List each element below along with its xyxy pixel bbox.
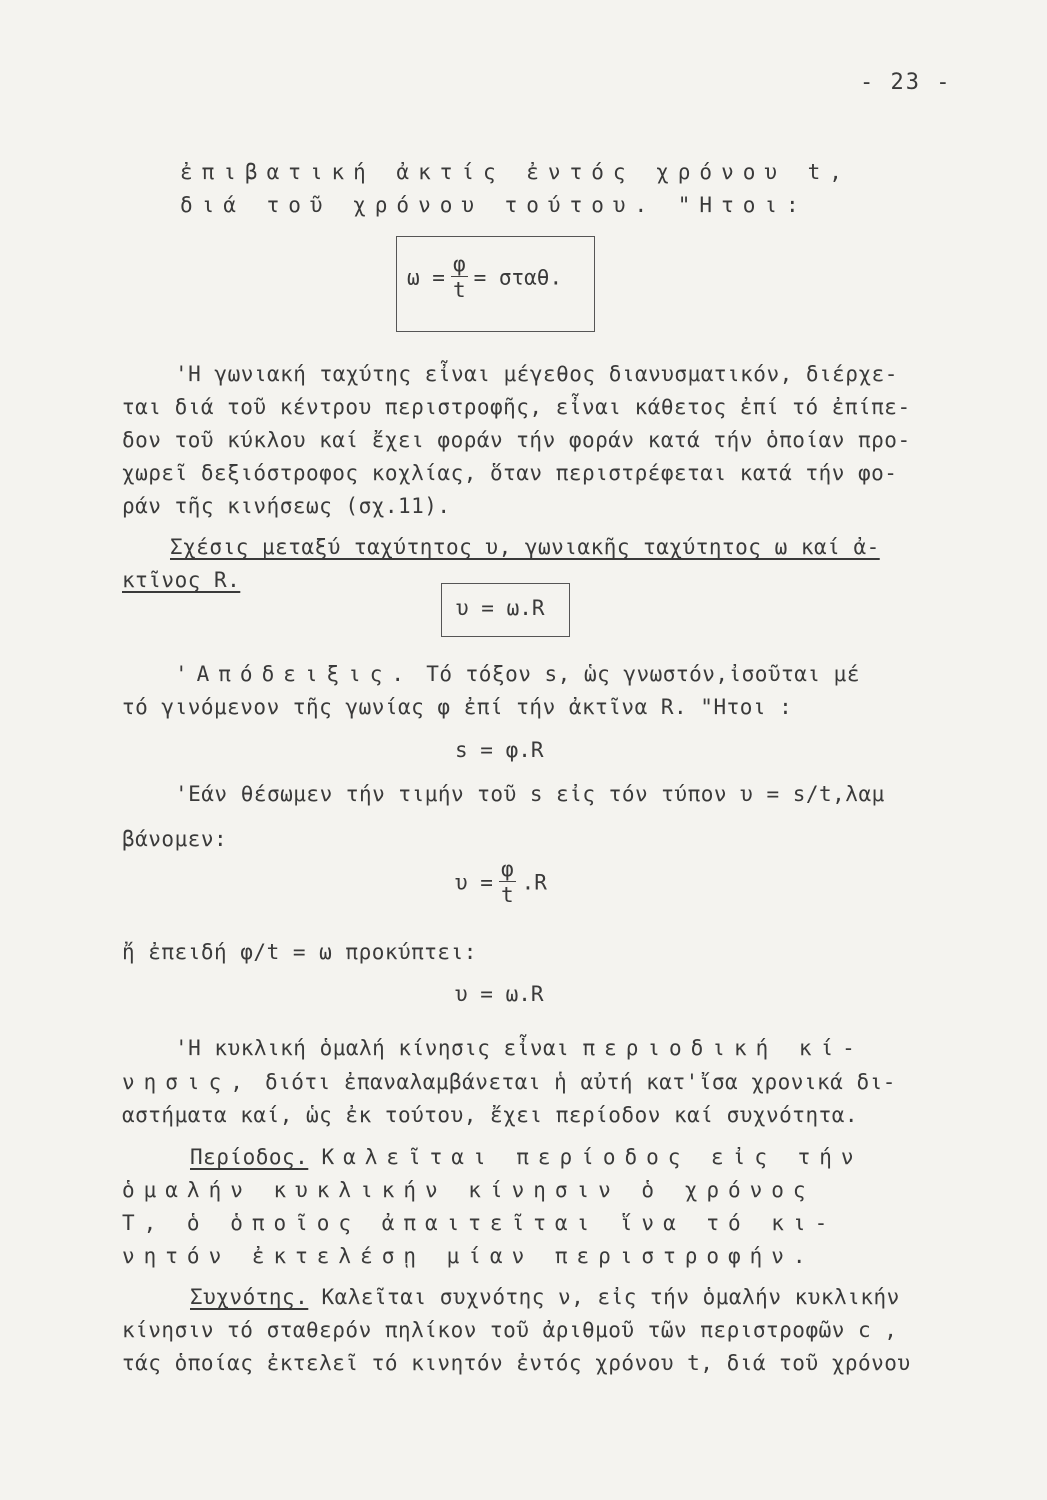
- para2-line1: 'Η γωνιακή ταχύτης εἶναι μέγεθος διανυσματικόν, διέρχε-: [175, 362, 898, 386]
- formula1-rhs: = σταθ.: [473, 265, 563, 290]
- para1-line1: ἐπιβατική ἀκτίς ἐντός χρόνου t,: [180, 160, 851, 184]
- period-line3: T, ὁ ὁποῖος ἀπαιτεῖται ἵνα τό κι-: [122, 1211, 837, 1235]
- period-line2: ὁμαλήν κυκλικήν κίνησιν ὁ χρόνος: [122, 1178, 815, 1202]
- para5-line1: [175, 1036, 864, 1060]
- para5-line2-b: διότι ἐπαναλαμβάνεται ἡ αὐτή κατ'ἴσα χρονικά δι-: [265, 1070, 896, 1094]
- period-line1: [190, 1145, 863, 1169]
- frequency-line3: τάς ὁποίας ἐκτελεῖ τό κινητόν ἐντός χρόνου t, διά τοῦ χρόνου: [122, 1351, 911, 1375]
- para2-line2: ται διά τοῦ κέντρου περιστροφῆς, εἶναι κάθετος ἐπί τό ἐπίπε-: [122, 395, 911, 419]
- formula1-lhs: ω =: [407, 265, 445, 290]
- frequency-line1-text: Καλεῖται συχνότης ν, εἰς τήν ὁμαλήν κυκλικήν: [321, 1285, 900, 1309]
- formula1-denominator: t: [452, 278, 466, 303]
- formula4-denominator: t: [500, 883, 514, 908]
- formula1: [407, 253, 562, 304]
- period-term: Περίοδος.: [190, 1145, 309, 1169]
- formula3: s = φ.R: [455, 738, 544, 762]
- proof-line1: [175, 662, 860, 686]
- para5-line2-a: νησις,: [122, 1070, 252, 1094]
- formula4-rhs: .R: [521, 870, 547, 895]
- period-line1-text: Καλεῖται περίοδος εἰς τήν: [321, 1145, 863, 1169]
- para2-line5: ράν τῆς κινήσεως (σχ.11).: [122, 494, 451, 518]
- formula4-fraction: [499, 858, 516, 909]
- para3-line1: 'Εάν θέσωμεν τήν τιμήν τοῦ s εἰς τόν τύπον υ = s/t,λαμ: [175, 782, 885, 806]
- frequency-line2: κίνησιν τό σταθερόν πηλίκον τοῦ ἀριθμοῦ τῶν περιστροφῶν c ,: [122, 1318, 898, 1342]
- para2-line3: δον τοῦ κύκλου καί ἔχει φοράν τήν φοράν κατά τήν ὁποίαν προ-: [122, 428, 911, 452]
- para3-line2: βάνομεν:: [122, 827, 228, 851]
- relation-heading-line2: κτῖνος R.: [122, 568, 241, 592]
- relation-heading-line1: Σχέσις μεταξύ ταχύτητος υ, γωνιακῆς ταχύτητος ω καί ἀ-: [170, 535, 880, 559]
- para2-line4: χωρεῖ δεξιόστροφος κοχλίας, ὅταν περιστρέφεται κατά τήν φο-: [122, 461, 898, 485]
- formula4-lhs: υ =: [455, 870, 493, 895]
- formula2: υ = ω.R: [456, 596, 545, 620]
- proof-line1-text: Τό τόξον s, ὡς γνωστόν,ἰσοῦται μέ: [426, 662, 860, 686]
- formula1-numerator: φ: [452, 252, 466, 276]
- para5-line2: [122, 1070, 896, 1094]
- formula4: [455, 858, 547, 909]
- para5-line3: αστήματα καί, ὡς ἐκ τούτου, ἔχει περίοδον καί συχνότητα.: [122, 1103, 859, 1127]
- proof-label: 'Απόδειξις.: [175, 662, 414, 686]
- para4: ἤ ἐπειδή φ/t = ω προκύπτει:: [122, 940, 477, 964]
- frequency-term: Συχνότης.: [190, 1285, 309, 1309]
- proof-line2: τό γινόμενον τῆς γωνίας φ ἐπί τήν ἀκτῖνα R. "Ητοι :: [122, 695, 793, 719]
- formula5: υ = ω.R: [455, 982, 544, 1006]
- para1-line2: διά τοῦ χρόνου τούτου. "Ητοι:: [180, 193, 808, 217]
- para5-line1-a: 'Η κυκλική ὁμαλή κίνησις εἶναι: [175, 1036, 570, 1060]
- formula1-fraction: [451, 253, 468, 304]
- para5-line1-b: περιοδική κί-: [582, 1036, 864, 1060]
- formula4-numerator: φ: [500, 857, 514, 881]
- period-line4: νητόν ἐκτελέσῃ μίαν περιστροφήν.: [122, 1244, 815, 1268]
- frequency-line1: [190, 1285, 900, 1309]
- page-number: - 23 -: [860, 70, 952, 95]
